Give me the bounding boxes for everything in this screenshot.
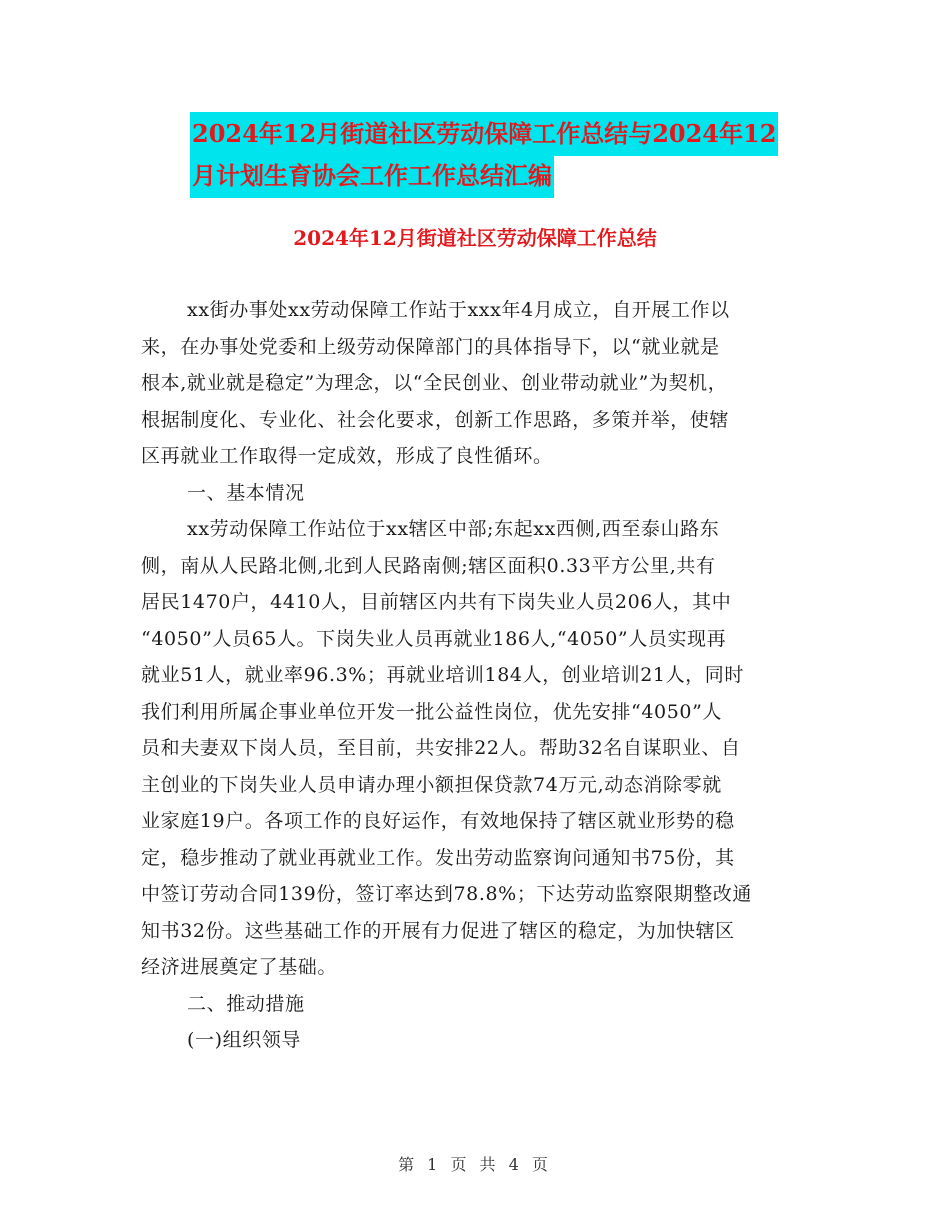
paragraph-line: xx劳动保障工作站位于xx辖区中部;东起xx西侧,西至泰山路东: [187, 518, 720, 540]
paragraph-line: 来，在办事处党委和上级劳动保障部门的具体指导下，以“就业就是: [141, 335, 720, 358]
section-title: 2024年12月街道社区劳动保障工作总结: [293, 226, 657, 250]
document-title-line-2: [190, 154, 950, 198]
paragraph-line: 主创业的下岗失业人员申请办理小额担保贷款74万元,动态消除零就: [141, 773, 722, 796]
title-highlight: 2024年12月街道社区劳动保障工作总结与2024年12: [190, 112, 778, 156]
page-footer: 第 1 页 共 4 页: [398, 1155, 552, 1174]
paragraph-line: 员和夫妻双下岗人员，至目前，共安排22人。帮助32名自谋职业、自: [141, 737, 741, 759]
section-heading: 二、推动措施: [187, 992, 305, 1015]
section-heading: 一、基本情况: [187, 481, 305, 504]
paragraph-line: 定，稳步推动了就业再就业工作。发出劳动监察询问通知书75份，其: [141, 846, 735, 869]
subsection-heading: (一)组织领导: [187, 1029, 302, 1051]
paragraph-line: 中签订劳动合同139份，签订率达到78.8%；下达劳动监察限期整改通: [141, 883, 753, 905]
document-body: [141, 292, 813, 1059]
paragraph-line: 根本,就业就是稳定”为理念，以“全民创业、创业带动就业”为契机，: [141, 372, 728, 394]
paragraph-line: 我们利用所属企事业单位开发一批公益性岗位，优先安排“4050”人: [141, 700, 722, 723]
paragraph-line: “4050”人员65人。下岗失业人员再就业186人,“4050”人员实现再: [141, 627, 727, 650]
document-title-line-1: [190, 112, 950, 156]
paragraph-line: xx街办事处xx劳动保障工作站于xxx年4月成立，自开展工作以: [187, 299, 730, 321]
title-highlight: 月计划生育协会工作工作总结汇编: [190, 154, 554, 198]
paragraph-line: 经济进展奠定了基础。: [141, 956, 338, 978]
paragraph-line: 知书32份。这些基础工作的开展有力促进了辖区的稳定，为加快辖区: [141, 919, 735, 942]
paragraph-line: 业家庭19户。各项工作的良好运作，有效地保持了辖区就业形势的稳: [141, 810, 735, 832]
paragraph-line: 侧，南从人民路北侧,北到人民路南侧;辖区面积0.33平方公里,共有: [141, 554, 716, 577]
paragraph-line: 区再就业工作取得一定成效，形成了良性循环。: [141, 445, 553, 467]
paragraph-line: 就业51人，就业率96.3%；再就业培训184人，创业培训21人，同时: [141, 664, 744, 686]
paragraph-line: 根据制度化、专业化、社会化要求，创新工作思路，多策并举，使辖: [141, 408, 730, 431]
paragraph-line: 居民1470户，4410人，目前辖区内共有下岗失业人员206人，其中: [141, 591, 732, 613]
